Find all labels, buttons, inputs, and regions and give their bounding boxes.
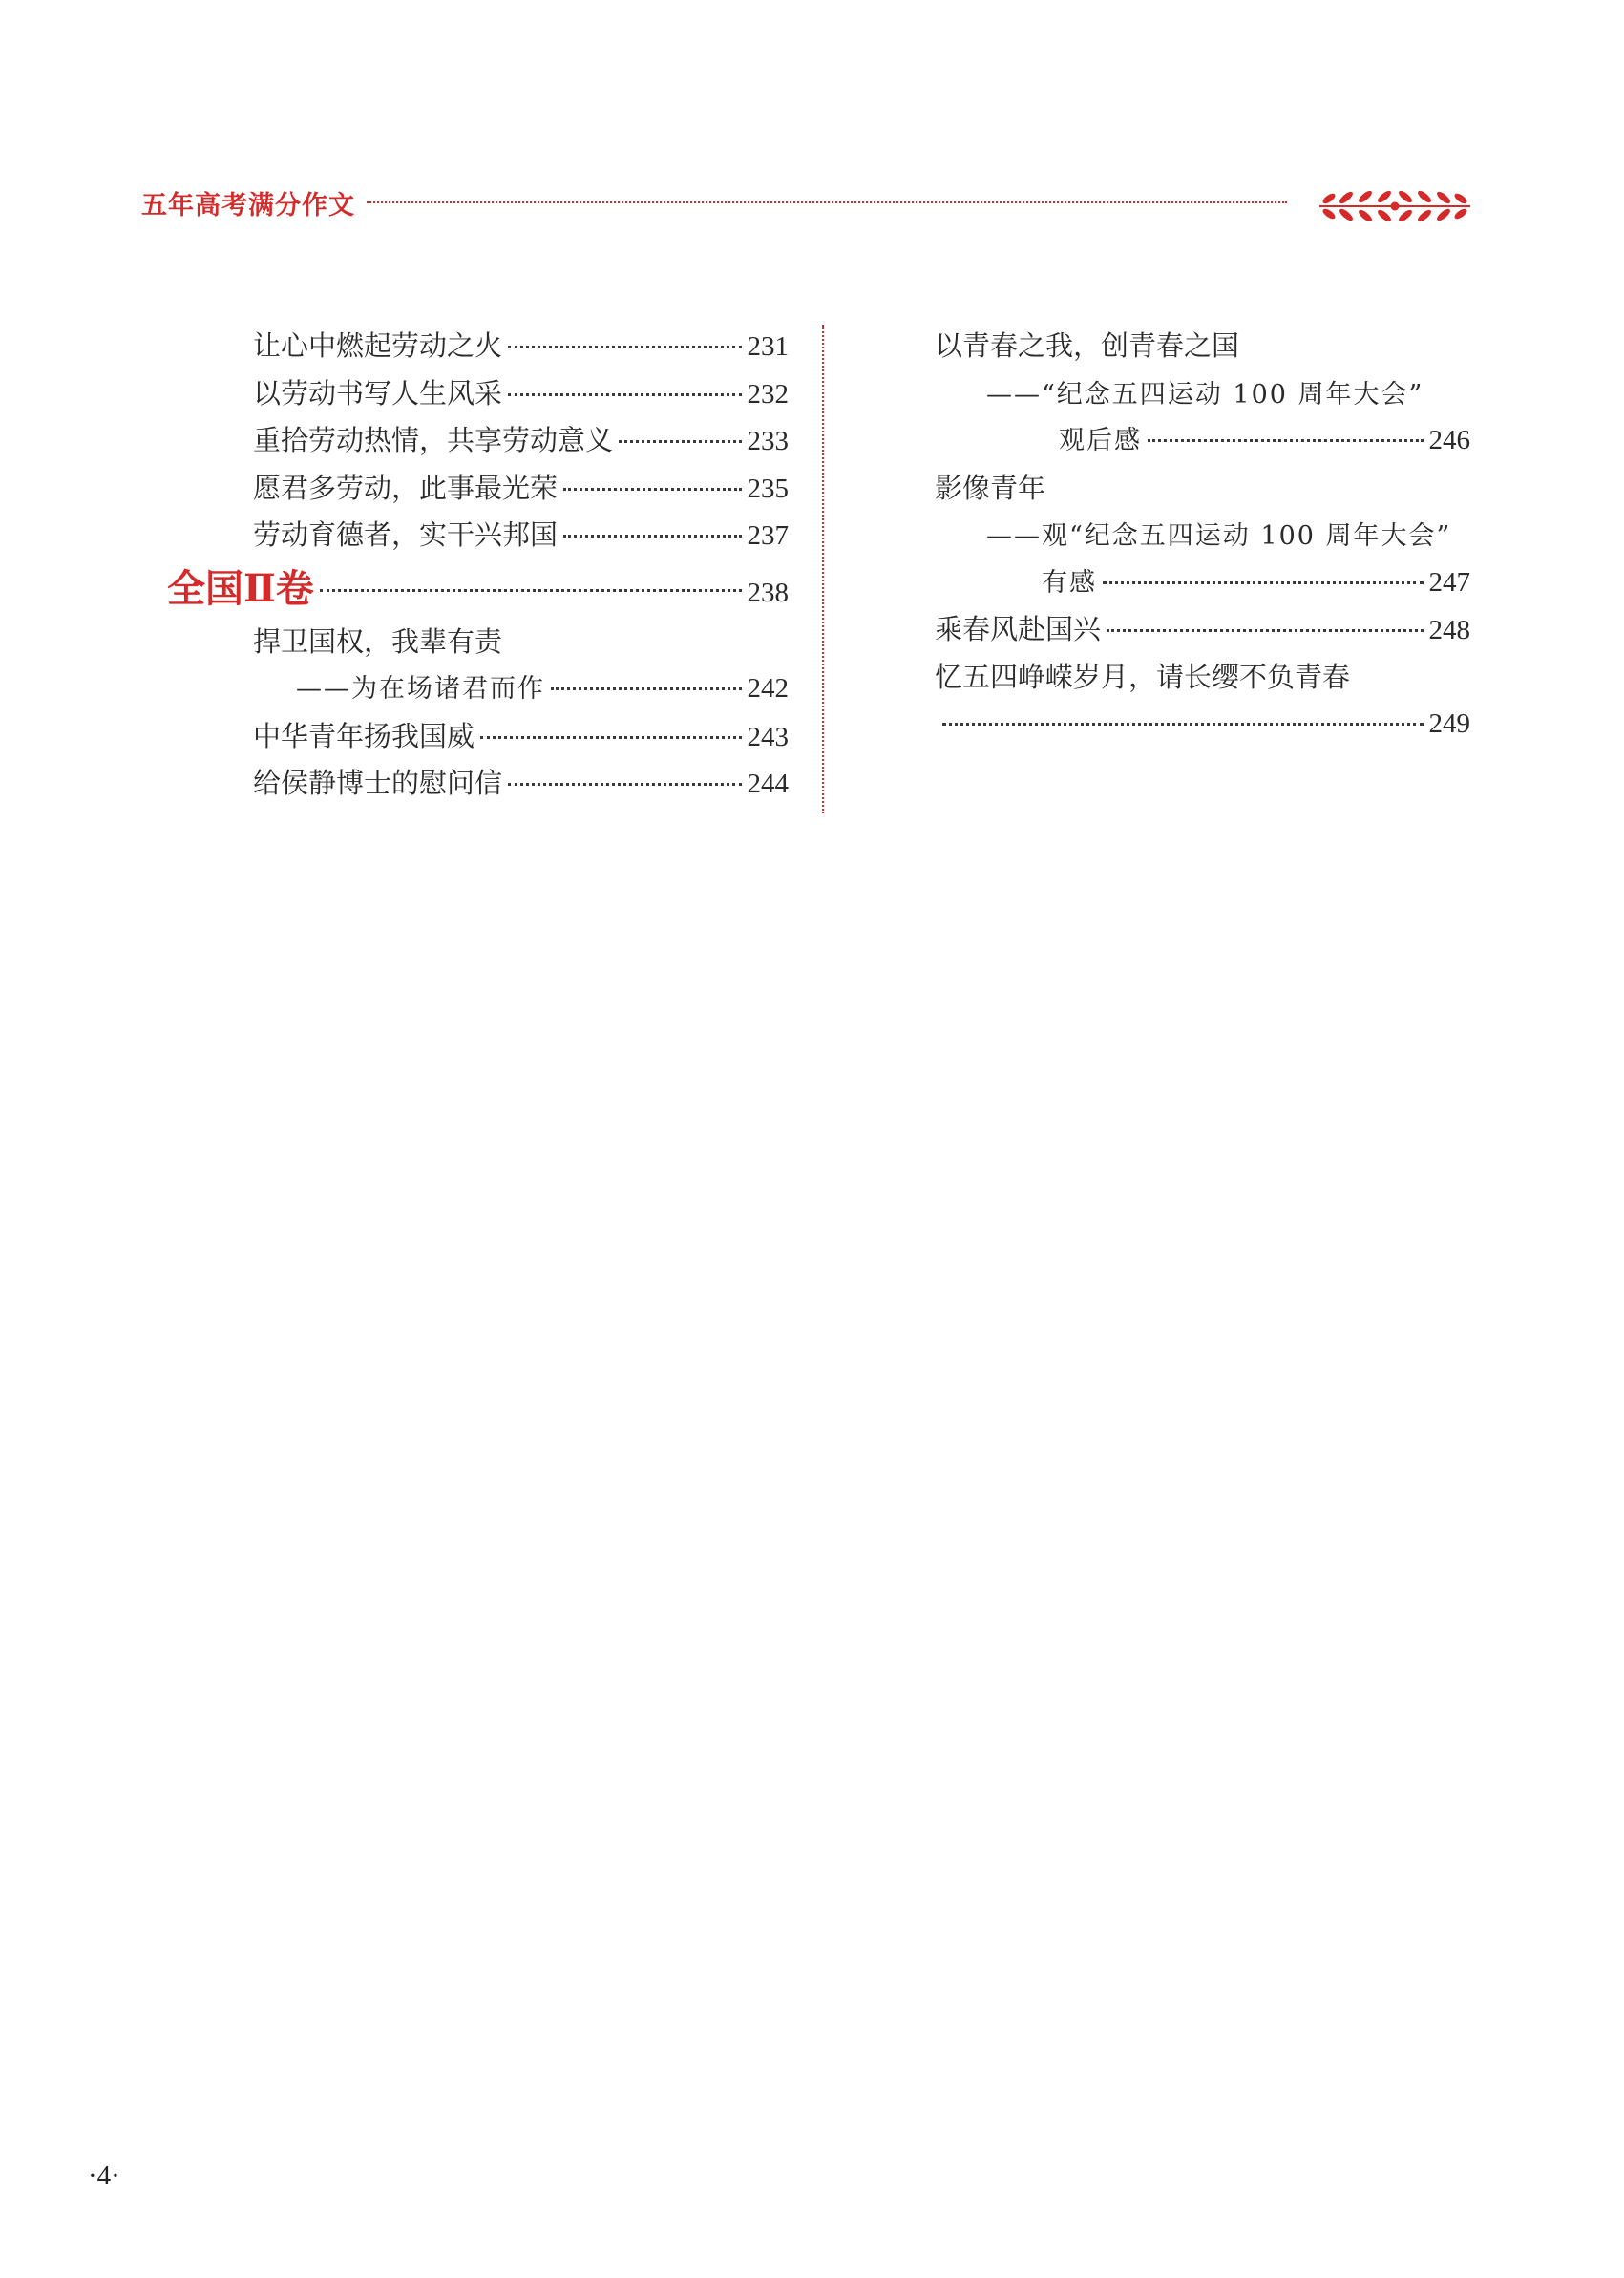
- page-ref: 237: [747, 520, 789, 551]
- toc-entry-subtitle[interactable]: ——为在场诸君而作 242: [253, 665, 789, 713]
- running-header-title: 五年高考满分作文: [141, 191, 355, 221]
- toc-entry-title[interactable]: 影像青年: [935, 471, 1046, 504]
- toc-entry[interactable]: 愿君多劳动，此事最光荣 235: [253, 465, 789, 513]
- header-dotted-rule: [367, 201, 1287, 203]
- page-ref: 232: [747, 378, 789, 410]
- toc-entry-title[interactable]: 以青春之我，创青春之国: [935, 329, 1240, 362]
- dot-leader: [508, 393, 741, 396]
- toc-entry-subtitle[interactable]: ——观“纪念五四运动 100 周年大会”: [986, 521, 1452, 551]
- page-ref: 242: [747, 673, 789, 704]
- dot-leader: [508, 783, 741, 786]
- toc-entry-subtitle-end[interactable]: 观后感 246: [935, 417, 1470, 465]
- dot-leader: [320, 589, 742, 592]
- page-number: ·4·: [88, 2161, 120, 2191]
- dot-leader: [619, 440, 741, 443]
- page-ref: 249: [1428, 708, 1470, 739]
- page-ref: 231: [747, 331, 789, 362]
- toc-entry[interactable]: 让心中燃起劳动之火 231: [253, 323, 789, 370]
- toc-entry-continuation[interactable]: [935, 701, 1470, 749]
- toc-entry-title[interactable]: 忆五四峥嵘岁月，请长缨不负青春: [935, 660, 1351, 693]
- toc-entry-title[interactable]: 捍卫国权，我辈有责: [253, 624, 503, 658]
- dot-leader: [551, 687, 742, 690]
- leaf-vine-ornament-icon: [1316, 187, 1474, 229]
- page-ref: 238: [747, 577, 789, 608]
- toc-entry[interactable]: 乘春风赴国兴 248: [935, 606, 1470, 654]
- toc-entry[interactable]: 劳动育德者，实干兴邦国 237: [253, 512, 789, 559]
- page-ref: 243: [747, 721, 789, 752]
- toc-left-column: [167, 323, 789, 808]
- toc-entry[interactable]: 给侯静博士的慰问信 244: [253, 760, 789, 808]
- toc-section-heading[interactable]: 全国Ⅱ卷 238: [167, 559, 789, 619]
- column-divider: [822, 325, 824, 813]
- dot-leader: [563, 488, 741, 491]
- toc-entry-subtitle-end[interactable]: 有感 247: [935, 559, 1470, 607]
- dot-leader: [563, 535, 741, 538]
- toc-entry-subtitle[interactable]: ——“纪念五四运动 100 周年大会”: [986, 379, 1424, 410]
- page-ref: 248: [1428, 615, 1470, 645]
- page-ref: 233: [747, 426, 789, 456]
- dot-leader: [942, 723, 1424, 726]
- toc-entry[interactable]: 以劳动书写人生风采 232: [253, 370, 789, 418]
- page-ref: 235: [747, 473, 789, 504]
- dot-leader: [480, 736, 741, 739]
- toc-entry[interactable]: 重拾劳动热情，共享劳动意义 233: [253, 417, 789, 465]
- dot-leader: [1107, 629, 1423, 632]
- page-ref: 247: [1428, 566, 1470, 598]
- dot-leader: [508, 346, 741, 348]
- dot-leader: [1148, 439, 1424, 442]
- toc-right-column: [935, 323, 1470, 749]
- dot-leader: [1103, 581, 1424, 584]
- page-ref: 244: [747, 769, 789, 799]
- page-ref: 246: [1428, 425, 1470, 455]
- toc-entry[interactable]: 中华青年扬我国威 243: [253, 713, 789, 761]
